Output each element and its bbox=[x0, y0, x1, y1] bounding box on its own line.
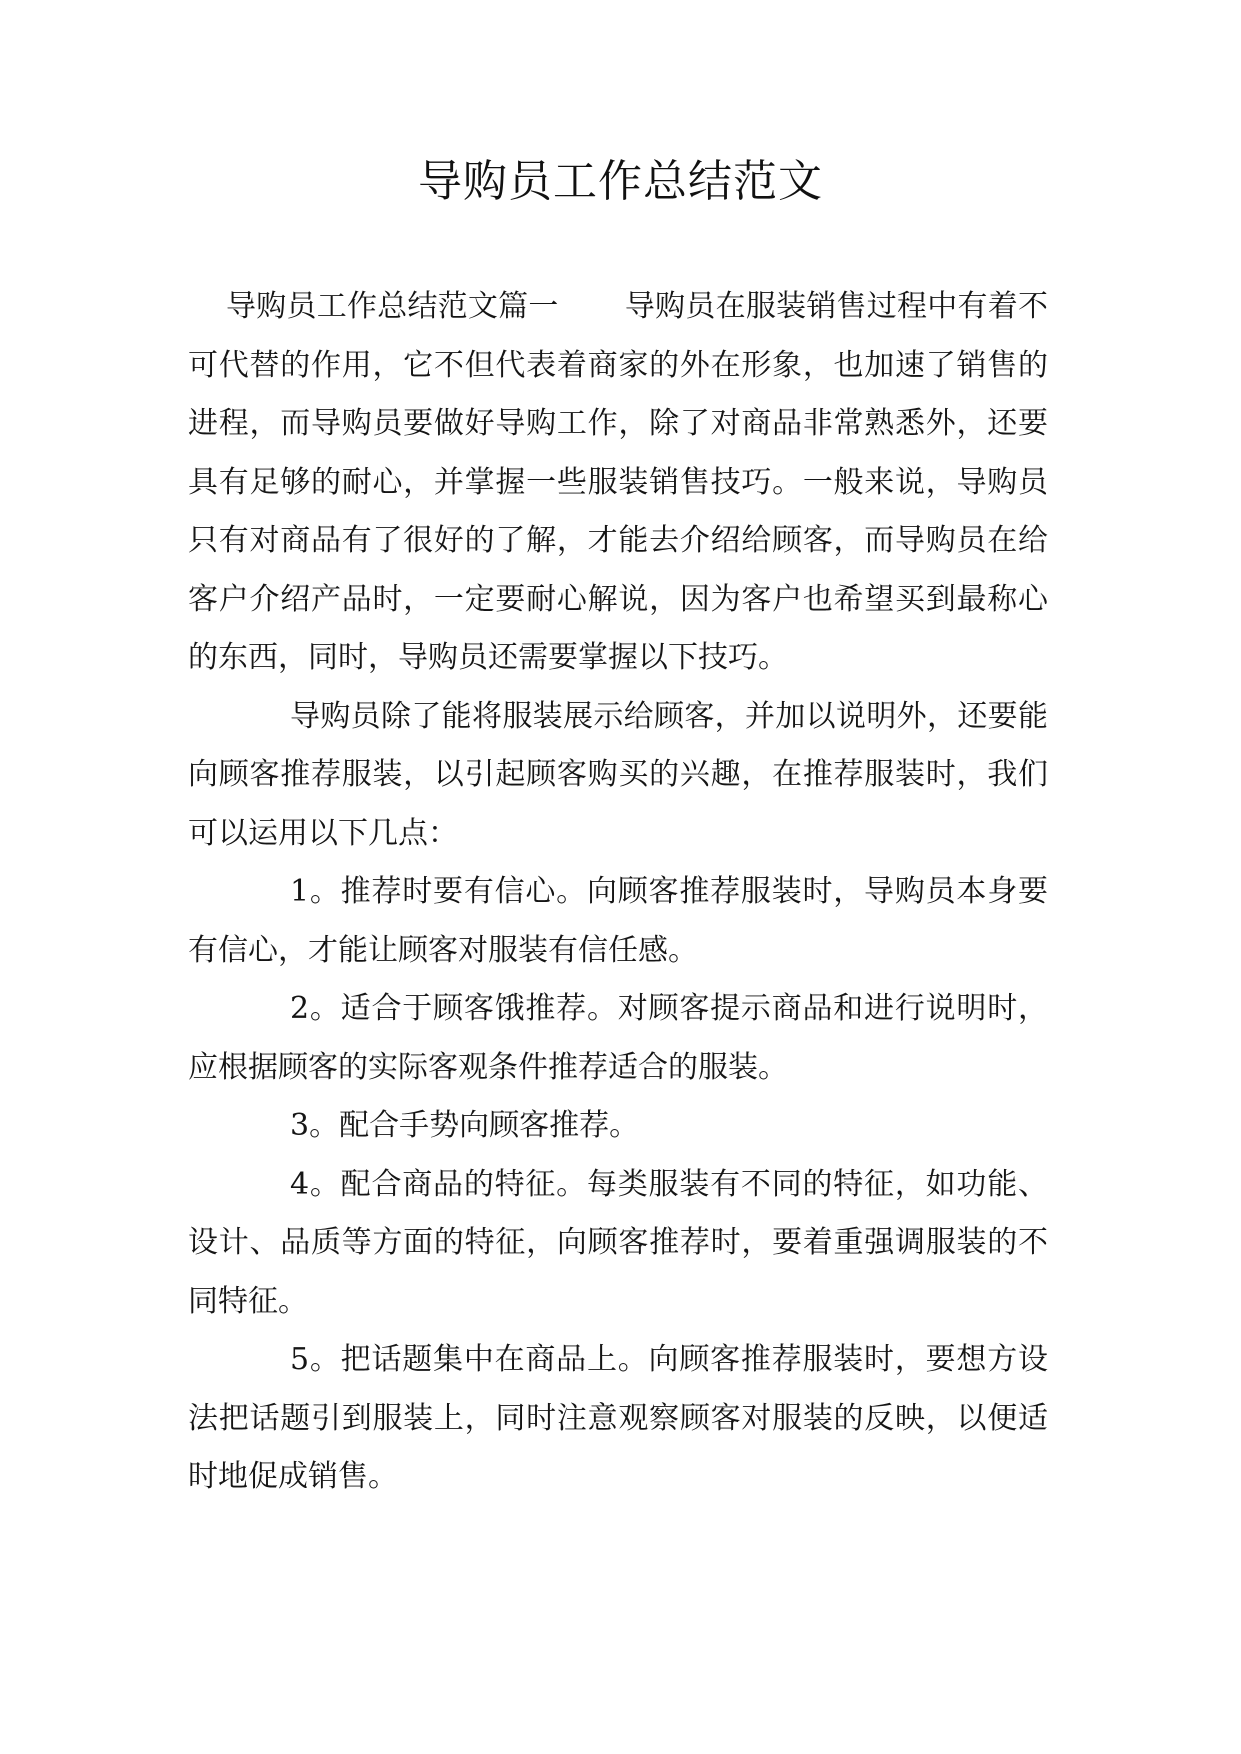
document-body bbox=[188, 278, 1048, 1507]
list-item-1: 1。推荐时要有信心。向顾客推荐服装时，导购员本身要有信心，才能让顾客对服装有信任感。 bbox=[188, 874, 1048, 968]
paragraph-recommend-intro: 导购员除了能将服装展示给顾客，并加以说明外，还要能向顾客推荐服装，以引起顾客购买的兴趣，在推荐服装时，我们可以运用以下几点： bbox=[188, 698, 1048, 851]
paragraph-intro bbox=[188, 278, 1048, 688]
document-title: 导购员工作总结范文 bbox=[418, 156, 823, 207]
list-item-5: 5。把话题集中在商品上。向顾客推荐服装时，要想方设法把话题引到服装上，同时注意观察顾客对服装的反映，以便适时地促成销售。 bbox=[188, 1342, 1048, 1494]
paragraph-text: 导购员在服装销售过程中有着不可代替的作用，它不但代表着商家的外在形象，也加速了销售的进程，而导购员要做好导购工作，除了对商品非常熟悉外，还要具有足够的耐心，并掌握一些服装销售技巧。一般来说，导购员只有对商品有了很好的了解，才能去介绍给顾客，而导购员在给客户介绍产品时，一定要耐心解说，因为客户也希望买到最称心的东西，同时，导购员还需要掌握以下技巧。 bbox=[188, 289, 1049, 675]
list-item-4: 4。配合商品的特征。每类服装有不同的特征，如功能、设计、品质等方面的特征，向顾客推荐时，要着重强调服装的不同特征。 bbox=[188, 1166, 1048, 1319]
list-item-2: 2。适合于顾客饿推荐。对顾客提示商品和进行说明时，应根据顾客的实际客观条件推荐适合的服装。 bbox=[188, 991, 1048, 1085]
list-item-3: 3。配合手势向顾客推荐。 bbox=[290, 1108, 640, 1143]
section-heading: 导购员工作总结范文篇一 bbox=[226, 289, 559, 324]
